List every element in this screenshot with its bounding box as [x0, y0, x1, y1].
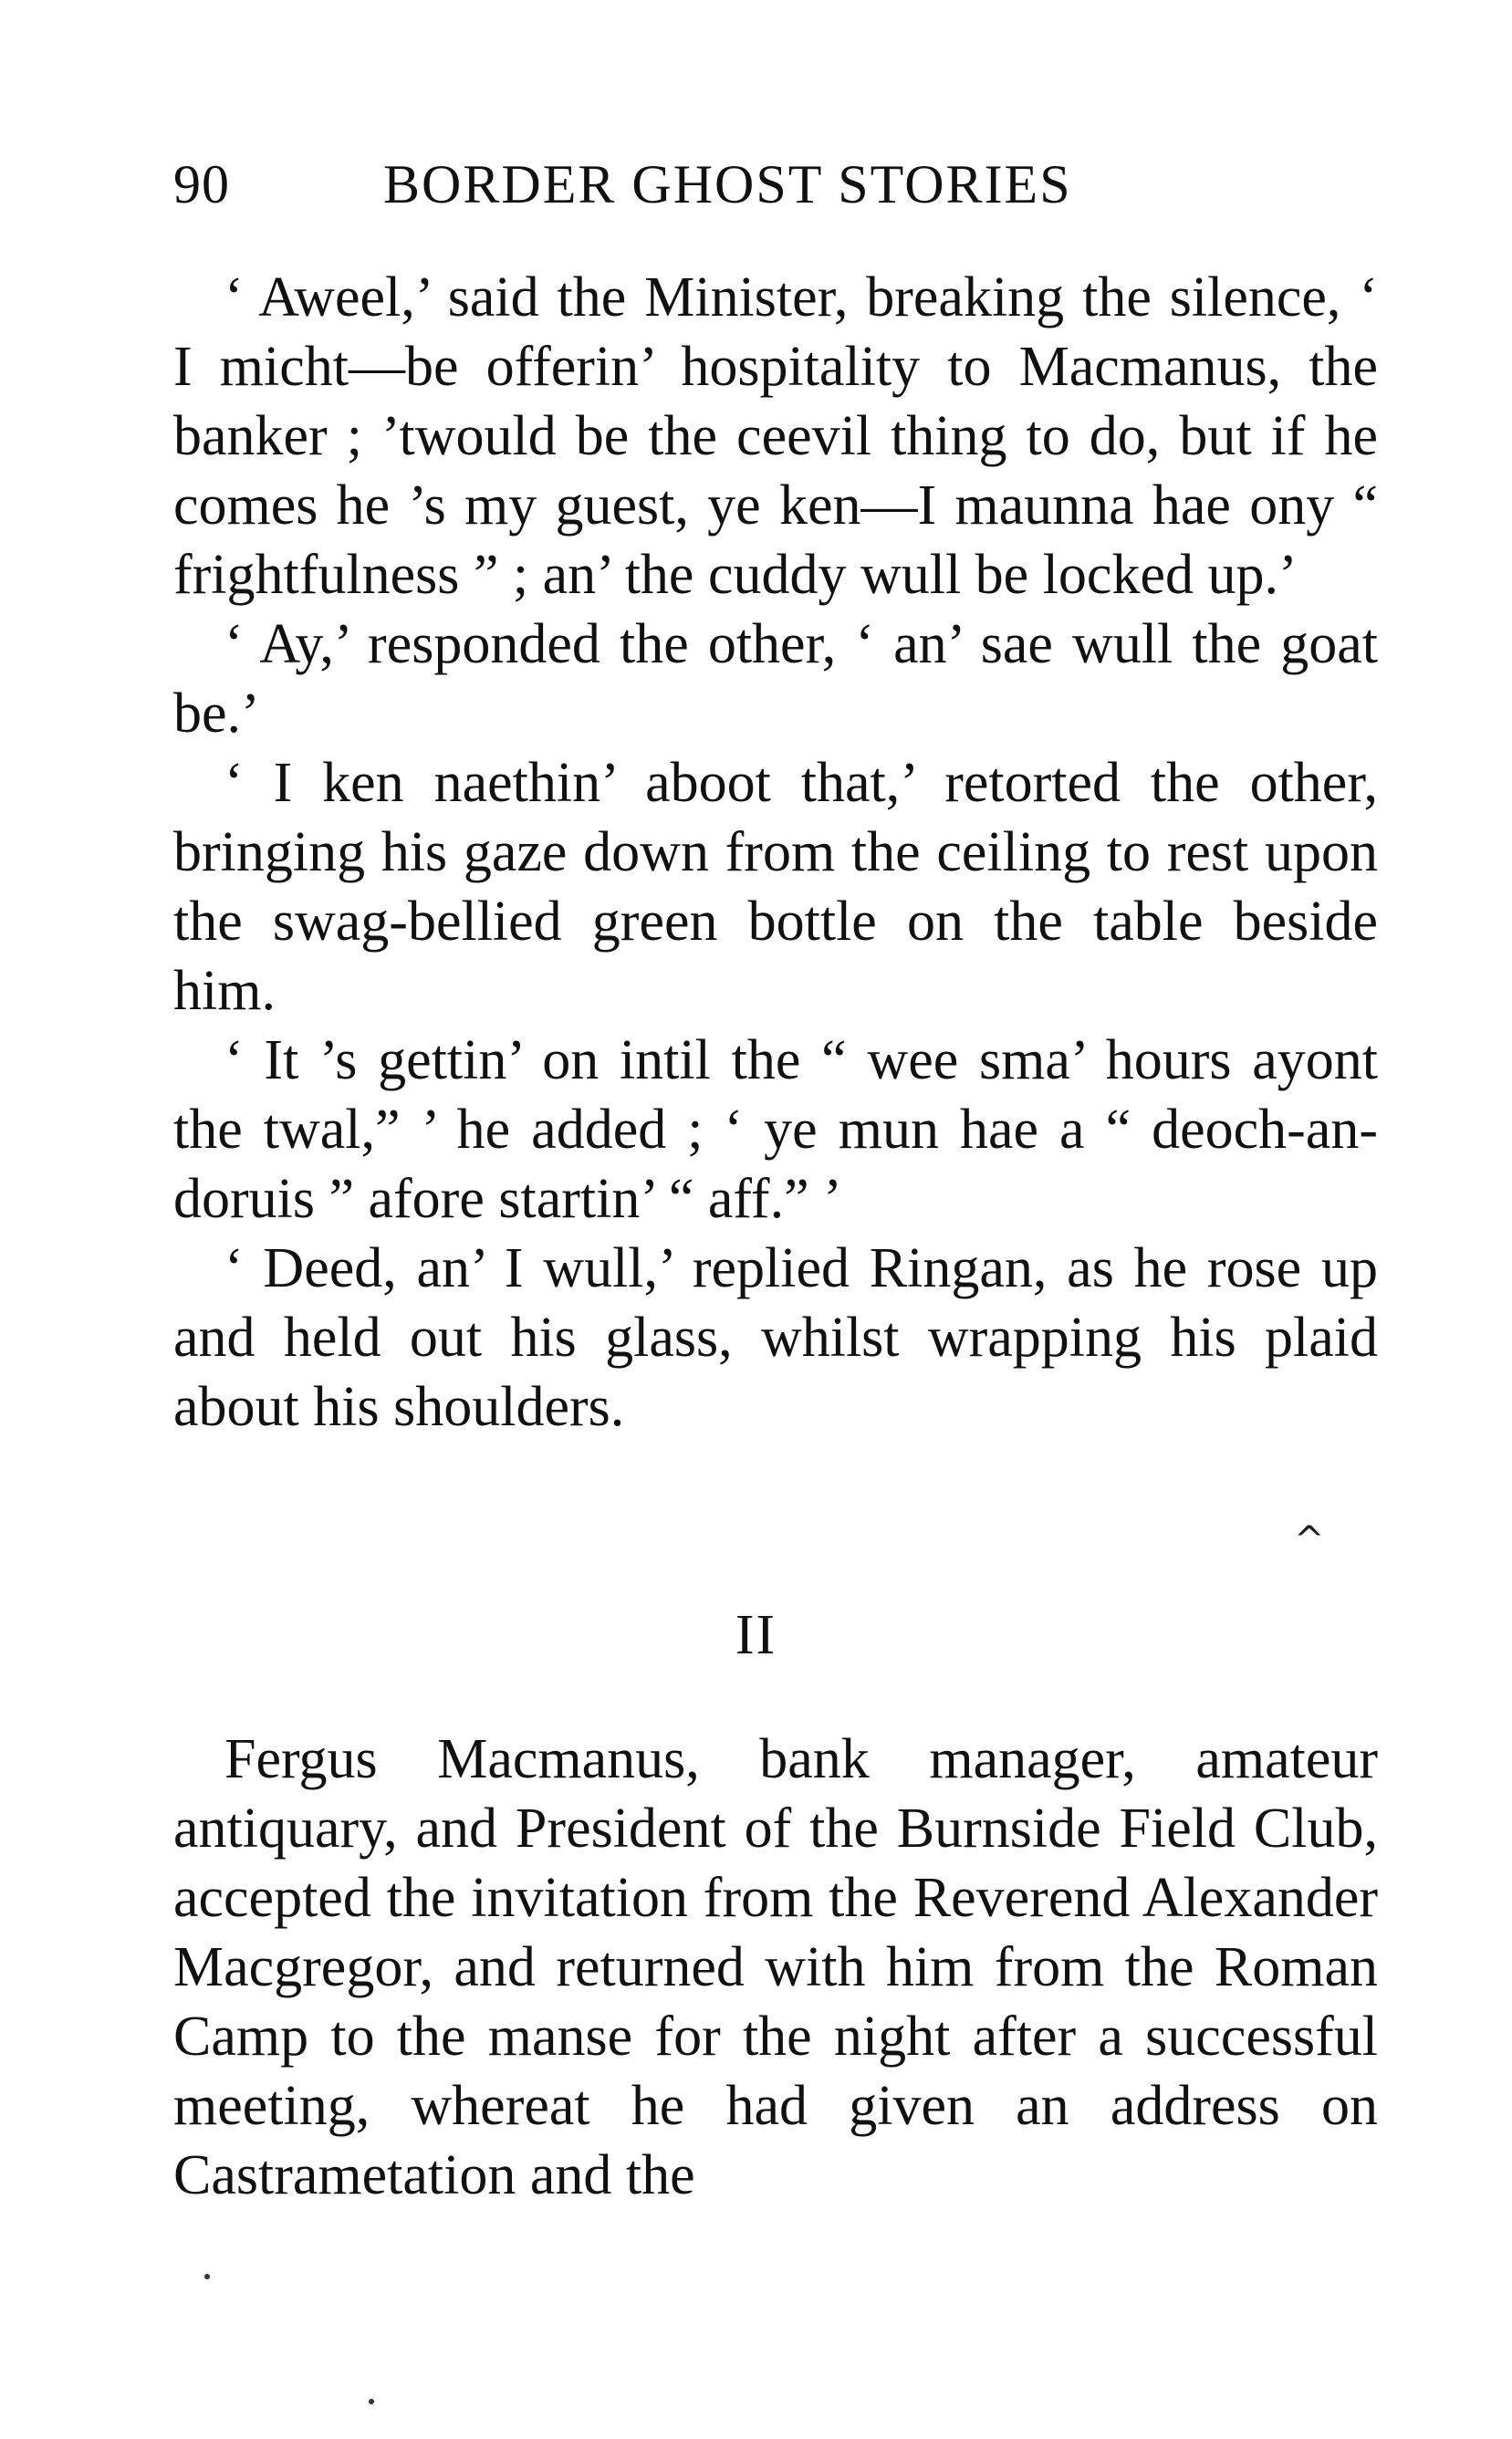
running-title: BORDER GHOST STORIES — [383, 154, 1072, 214]
paragraph: ‘ I ken naethin’ aboot that,’ retorted the other, bringing his gaze down from the ceiling to rest upon the swag-bellied green bottle on the table beside him. — [173, 752, 1378, 1022]
section-heading: II — [735, 1604, 777, 1666]
text-block-before-break — [173, 263, 1378, 1442]
paragraph: Fergus Macmanus, bank manager, amateur antiquary, and President of the Burnside Field Club, accepted the invitation from the Reverend Alexander Macgregor, and returned with him from the Roman Camp to the manse for the night after a successful meeting, whereat he had given an address on Castrametation and the — [173, 1728, 1378, 2206]
running-head — [173, 148, 1378, 221]
paragraph: ‘ Aweel,’ said the Minister, breaking the silence, ‘ I micht—be offerin’ hospitality to Macmanus, the banker ; ’twould be the ceevil thing to do, but if he comes he ’s my guest, ye ken—I maunna hae ony “ frightfulness ” ; an’ the cuddy wull be locked up.’ — [173, 266, 1378, 606]
scan-speck — [369, 2399, 374, 2404]
page-number: 90 — [173, 154, 230, 214]
paragraph: ‘ Ay,’ responded the other, ‘ an’ sae wull the goat be.’ — [173, 613, 1378, 745]
paragraph: ‘ It ’s gettin’ on intil the “ wee sma’ hours ayont the twal,” ’ he added ; ‘ ye mun hae a “ deoch-an-doruis ” afore startin’ “ aff.” ’ — [173, 1029, 1378, 1230]
paragraph: ‘ Deed, an’ I wull,’ replied Ringan, as he rose up and held out his glass, whilst wrapping his plaid about his shoulders. — [173, 1237, 1378, 1438]
text-block-after-break — [173, 1725, 1378, 2210]
scan-speck — [204, 2274, 210, 2279]
margin-caret-mark: ^ — [1294, 1519, 1325, 1561]
